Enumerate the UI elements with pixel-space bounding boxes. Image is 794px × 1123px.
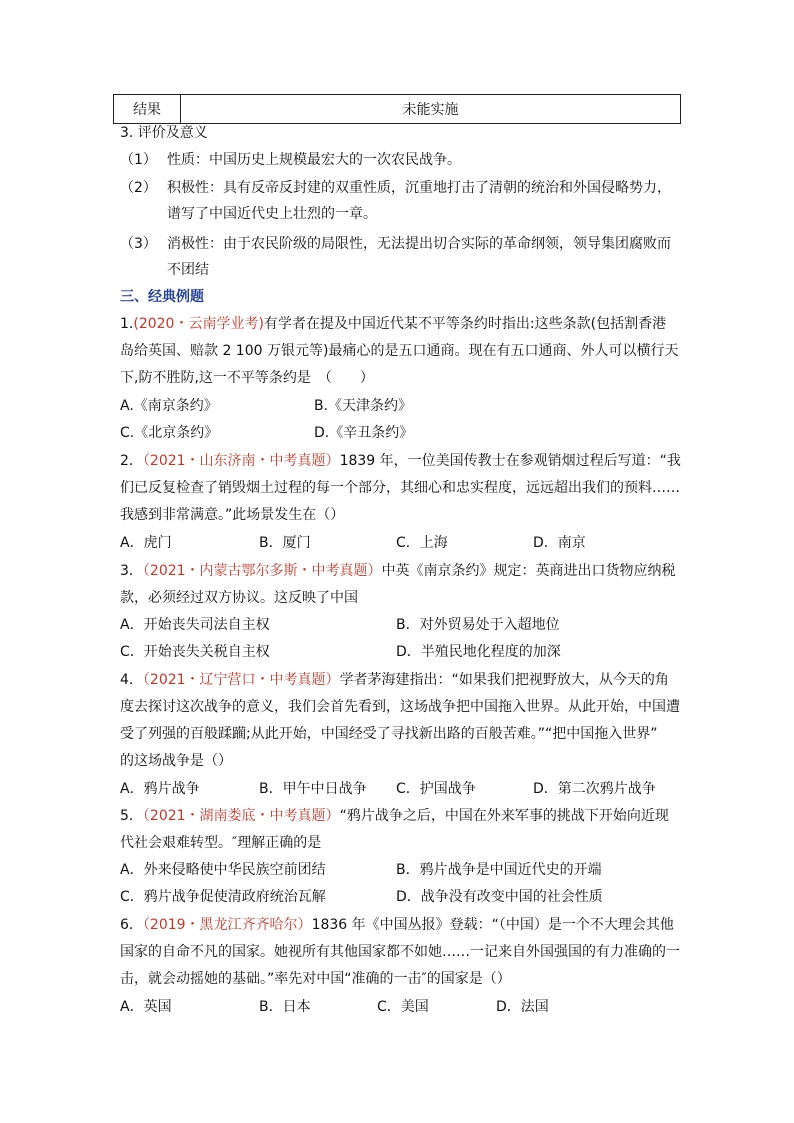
question-number: 1.	[120, 316, 134, 332]
question-6-line-1	[120, 915, 674, 935]
question-text: 们已反复检查了销毁烟土过程的每一个部分，其细心和忠实程度，远远超出我们的预料……	[120, 480, 680, 496]
option: C．上海	[396, 535, 448, 551]
question-text: 击，就会动摇她的基础。”率先对中国“准确的一击″的国家是（）	[120, 971, 511, 987]
option: B．日本	[259, 999, 311, 1015]
option: C．美国	[377, 999, 429, 1015]
item-text: 性质：中国历史上规模最宏大的一次农民战争。	[167, 152, 461, 168]
question-5-line-1	[120, 806, 669, 826]
question-text: 下,防不胜防,这一不平等条约是 （ ）	[120, 370, 374, 386]
question-text: 岛给英国、赔款 2 100 万银元等)最痛心的是五口通商。现在有五口通商、外人可以横行天	[120, 343, 679, 359]
section-heading: 三、经典例题	[120, 289, 204, 305]
question-1-line-1	[120, 314, 666, 334]
question-4-line-1	[120, 670, 669, 690]
question-text: 国家的自命不凡的国家。她视所有其他国家都不如她……一记来自外国强国的有力准确的一	[120, 944, 680, 960]
option: B．鸦片战争是中国近代史的开端	[396, 862, 602, 878]
question-text: 代社会艰难转型。″理解正确的是	[120, 835, 322, 851]
item-text: 积极性：具有反帝反封建的双重性质，沉重地打击了清朝的统治和外国侵略势力，	[167, 180, 671, 196]
option: C.《北京条约》	[120, 425, 219, 441]
question-number: 4．	[120, 672, 143, 688]
option: C．开始丧失关税自主权	[120, 644, 270, 660]
item-number: （1）	[120, 152, 157, 168]
question-2-line-1	[120, 451, 681, 471]
option: B．甲午中日战争	[259, 781, 367, 797]
option: A．外来侵略使中华民族空前团结	[120, 862, 326, 878]
question-text: 我感到非常满意。”此场景发生在（）	[120, 507, 345, 523]
option: D．第二次鸦片战争	[533, 781, 656, 797]
option: D．法国	[496, 999, 549, 1015]
result-table	[113, 94, 681, 124]
question-text: 度去探讨这次战争的意义，我们会首先看到，这场战争把中国拖入世界。从此开始，中国遭	[120, 699, 680, 715]
option: A．开始丧失司法自主权	[120, 617, 270, 633]
question-3-line-1	[120, 561, 676, 581]
question-text: 中英《南京条约》规定：英商进出口货物应纳税	[381, 563, 676, 579]
option: D.《辛丑条约》	[314, 425, 414, 441]
question-text: 款，必须经过双方协议。这反映了中国	[120, 590, 358, 606]
question-number: 6．	[120, 917, 143, 933]
question-text: 受了列强的百般蹂躏;从此开始，中国经受了寻找新出路的百般苦难。”“把中国拖入世界”	[120, 726, 658, 742]
question-text: 1839 年，一位美国传教士在参观销烟过程后写道：“我	[339, 453, 681, 469]
option: A.《南京条约》	[120, 398, 218, 414]
option: B．对外贸易处于入超地位	[396, 617, 560, 633]
option: A．英国	[120, 999, 172, 1015]
option: B．厦门	[259, 535, 311, 551]
option: D．战争没有改变中国的社会性质	[396, 889, 603, 905]
question-source: （2021・辽宁营口・中考真题）	[142, 672, 340, 688]
item-text: 消极性：由于农民阶级的局限性，无法提出切合实际的革命纲领，领导集团腐败而	[167, 236, 671, 252]
question-source: （2021・湖南娄底・中考真题）	[142, 808, 340, 824]
option: C．护国战争	[396, 781, 476, 797]
option: D．半殖民地化程度的加深	[396, 644, 561, 660]
question-source: （2021・山东济南・中考真题）	[142, 453, 340, 469]
question-number: 2．	[120, 453, 143, 469]
section-title: 3. 评价及意义	[120, 125, 208, 141]
question-text: 1836 年《中国丛报》登载：“（中国）是一个不大理会其他	[311, 917, 674, 933]
question-text: 的这场战争是（）	[120, 753, 232, 769]
item-number: （3）	[120, 236, 157, 252]
question-text: “鸦片战争之后，中国在外来军事的挑战下开始向近现	[339, 808, 669, 824]
question-text: 学者茅海建指出：“如果我们把视野放大，从今天的角	[339, 672, 669, 688]
option: A．虎门	[120, 535, 172, 551]
question-number: 5．	[120, 808, 143, 824]
option: D．南京	[533, 535, 586, 551]
question-number: 3．	[120, 563, 143, 579]
option: B.《天津条约》	[314, 398, 413, 414]
item-number: （2）	[120, 180, 157, 196]
question-source: (2020・云南学业考)	[133, 316, 264, 332]
table-value-cell: 未能实施	[402, 102, 459, 118]
question-source: （2021・内蒙古鄂尔多斯・中考真题）	[142, 563, 382, 579]
table-label-cell: 结果	[114, 95, 181, 123]
question-source: （2019・黑龙江齐齐哈尔）	[142, 917, 312, 933]
item-text-continued: 不团结	[167, 262, 209, 278]
option: C．鸦片战争促使清政府统治瓦解	[120, 889, 326, 905]
option: A．鸦片战争	[120, 781, 200, 797]
item-text-continued: 谱写了中国近代史上壮烈的一章。	[167, 206, 377, 222]
question-text: 有学者在提及中国近代某不平等条约时指出:这些条款(包括割香港	[263, 316, 667, 332]
